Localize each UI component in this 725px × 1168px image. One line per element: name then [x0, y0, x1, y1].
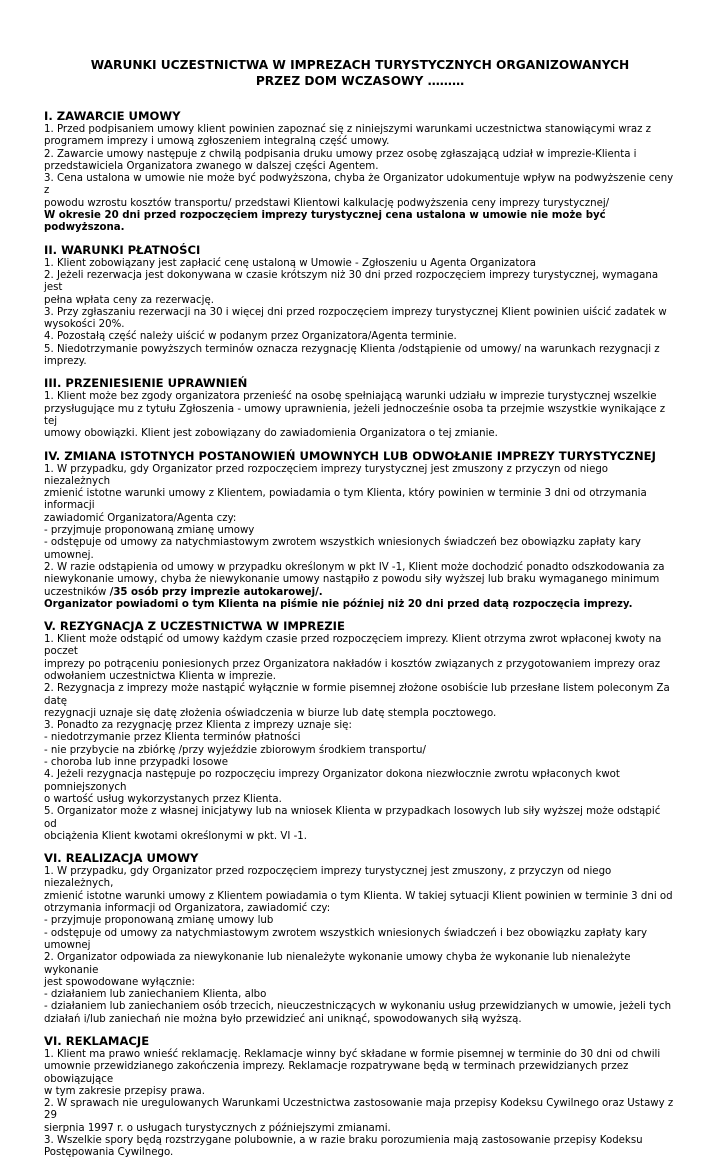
paragraph: 3. Ponadto za rezygnację przez Klienta z imprezy uznaje się: - niedotrzymanie przez Klienta terminów płatności - nie przybycie na zbiórkę /przy wyjeździe zbiorowym środkiem transportu/ - choroba lub inne przypadki losowe — [44, 720, 426, 769]
section-warunki-platnosci — [44, 243, 676, 369]
paragraph: 1. W przypadku, gdy Organizator przed rozpoczęciem imprezy turystycznej jest zmuszony, z przyczyn od niego niezależnych, zmienić istotne warunki umowy z Klientem powiadamia o tym Klienta. W takiej sytuacji Klient powinien w terminie 3 dni od otrzymania informacji od Organizatora, zawiadomić czy: - przyjmuje proponowaną zmianę umowy lub - odstępuje od umowy za natychmiastowym zwrotem wszystkich wniesionych świadczeń i bez obowiązku zapłaty kary umownej — [44, 866, 673, 951]
section-zawarcie-umowy — [44, 109, 676, 235]
section-rezygnacja — [44, 619, 676, 843]
document-page — [44, 57, 676, 1168]
document-title — [44, 57, 676, 89]
bold-inline-text: /35 osób przy imprezie autokarowej/. — [109, 586, 323, 598]
paragraph: 5. Niedotrzymanie powyższych terminów oznacza rezygnację Klienta /odstąpienie od umowy/ na warunkach rezygnacji z imprezy. — [44, 343, 660, 368]
title-line-2: PRZEZ DOM WCZASOWY ……… — [255, 74, 465, 88]
paragraph: 1. Klient ma prawo wnieść reklamację. Reklamacje winny być składane w formie pisemnej w terminie do 30 dni od chwili umownie przewidzianego zakończenia imprezy. Reklamacje rozpatrywane będą w terminach przewidzianych przez obowiązujące w tym zakresie przepisy prawa. — [44, 1049, 661, 1097]
section-zmiana-postanowien — [44, 449, 676, 612]
paragraph: 4. Pozostałą część należy uiścić w podanym przez Organizatora/Agenta terminie. — [44, 331, 457, 343]
paragraph-text: 2. W razie odstąpienia od umowy w przypadku określonym w pkt IV -1, Klient może dochodzić ponadto odszkodowania za niewykonanie umowy, chyba że niewykonanie umowy nastąpiło z powodu siły wyższej lub braku wymaganego minimum uczestników — [44, 561, 665, 598]
paragraph: 2. W sprawach nie uregulowanych Warunkami Uczestnictwa zastosowanie maja przepisy Kodeksu Cywilnego oraz Ustawy z 29 sierpnia 1997 r. o usługach turystycznych z późniejszymi zmianami. — [44, 1098, 674, 1134]
paragraph: 5. Organizator może z własnej inicjatywy lub na wniosek Klienta w przypadkach losowych lub siły wyższej może odstąpić od obciążenia Klient kwotami określonymi w pkt. VI -1. — [44, 806, 661, 842]
section-heading: III. PRZENIESIENIE UPRAWNIEŃ — [44, 376, 248, 391]
paragraph: 2. Zawarcie umowy następuje z chwilą podpisania druku umowy przez osobę zgłaszającą udział w imprezie-Klienta i przedstawiciela Organizatora zwanego w dalszej części Agentem. — [44, 148, 637, 172]
section-realizacja-umowy — [44, 851, 676, 1026]
paragraph — [44, 562, 676, 599]
section-heading: VI. REKLAMACJE — [44, 1034, 150, 1048]
section-heading: V. REZYGNACJA Z UCZESTNICTWA W IMPREZIE — [44, 619, 345, 634]
paragraph: 2. Rezygnacja z imprezy może nastąpić wyłącznie w formie pisemnej złożone osobiście lub przesłane listem poleconym Za datę rezygnacji uznaje się datę złożenia oświadczenia w biurze lub datę stempla pocztowego. — [44, 683, 670, 719]
paragraph: 3. Cena ustalona w umowie nie może być podwyższona, chyba że Organizator udokumentuje wpływ na podwyższenie ceny z powodu wzrostu kosztów transportu/ przedstawi Klientowi kalkulację podwyższenia ceny imprezy turystycznej/ — [44, 173, 674, 209]
section-reklamacje — [44, 1034, 676, 1160]
paragraph: 1. Klient zobowiązany jest zapłacić cenę ustaloną w Umowie - Zgłoszeniu u Agenta Organizatora — [44, 257, 537, 269]
section-heading: II. WARUNKI PŁATNOŚCI — [44, 242, 201, 257]
bold-paragraph: W okresie 20 dni przed rozpoczęciem imprezy turystycznej cena ustalona w umowie nie może być podwyższona. — [44, 210, 606, 234]
section-heading: IV. ZMIANA ISTOTNYCH POSTANOWIEŃ UMOWNYCH LUB ODWOŁANIE IMPREZY TURYSTYCZNEJ — [44, 448, 656, 463]
section-heading: VI. REALIZACJA UMOWY — [44, 851, 199, 866]
section-heading: I. ZAWARCIE UMOWY — [44, 109, 181, 123]
title-line-1: WARUNKI UCZESTNICTWA W IMPREZACH TURYSTYCZNYCH ORGANIZOWANYCH — [90, 58, 630, 72]
paragraph: 1. W przypadku, gdy Organizator przed rozpoczęciem imprezy turystycznej jest zmuszony z przyczyn od niego niezależnych zmienić istotne warunki umowy z Klientem, powiadamia o tym Klienta, który powinien w terminie 3 dni od otrzymania informacji zawiadomić Organizatora/Agenta czy: - przyjmuje proponowaną zmianę umowy - odstępuje od umowy za natychmiastowym zwrotem wszystkich wniesionych świadczeń bez obowiązku zapłaty kary umownej. — [44, 463, 647, 561]
paragraph: 1. Klient może bez zgody organizatora przenieść na osobę spełniającą warunki udziału w imprezie turystycznej wszelkie przysługujące mu z tytułu Zgłoszenia - umowy uprawnienia, jeżeli jednocześnie osoba ta przejmie wszystkie wynikające z tej umowy obowiązki. Klient jest zobowiązany do zawiadomienia Organizatora o tej zmianie. — [44, 391, 666, 440]
paragraph: 1. Klient może odstąpić od umowy każdym czasie przed rozpoczęciem imprezy. Klient otrzyma zwrot wpłaconej kwoty na poczet imprezy po potrąceniu poniesionych przez Organizatora nakładów i kosztów związanych z przygotowaniem imprezy oraz odwołaniem uczestnictwa Klienta w imprezie. — [44, 634, 662, 682]
paragraph: 3. Wszelkie spory będą rozstrzygane polubownie, a w razie braku porozumienia mają zastosowanie przepisy Kodeksu Postępowania Cywilnego. — [44, 1135, 643, 1159]
bold-paragraph: Organizator powiadomi o tym Klienta na piśmie nie później niż 20 dni przed datą rozpoczęcia imprezy. — [44, 598, 633, 610]
section-przeniesienie-uprawnien — [44, 376, 676, 440]
paragraph: 2. Organizator odpowiada za niewykonanie lub nienależyte wykonanie umowy chyba że wykonanie lub nienależyte wykonanie jest spowodowane wyłącznie: - działaniem lub zaniechaniem Klienta, albo - działaniem lub zaniechaniem osób trzecich, nieuczestniczących w wykonaniu usług przewidzianych w umowie, jeżeli tych działań i/lub zaniechań nie można było przewidzieć ani uniknąć, spowodowanych siłą wyższą. — [44, 952, 672, 1025]
paragraph: 3. Przy zgłaszaniu rezerwacji na 30 i więcej dni przed rozpoczęciem imprezy turystycznej Klient powinien uiścić zadatek w wysokości 20%. — [44, 306, 667, 331]
paragraph: 1. Przed podpisaniem umowy klient powinien zapoznać się z niniejszymi warunkami uczestnictwa stanowiącymi wraz z programem imprezy i umową zgłoszeniem integralną część umowy. — [44, 124, 652, 148]
paragraph: 2. Jeżeli rezerwacja jest dokonywana w czasie krótszym niż 30 dni przed rozpoczęciem imprezy turystycznej, wymagana jest pełna wpłata ceny za rezerwację. — [44, 269, 659, 306]
paragraph: 4. Jeżeli rezygnacja następuje po rozpoczęciu imprezy Organizator dokona niezwłocznie zwrotu wpłaconych kwot pomniejszonych o wartość usług wykorzystanych przez Klienta. — [44, 769, 620, 805]
